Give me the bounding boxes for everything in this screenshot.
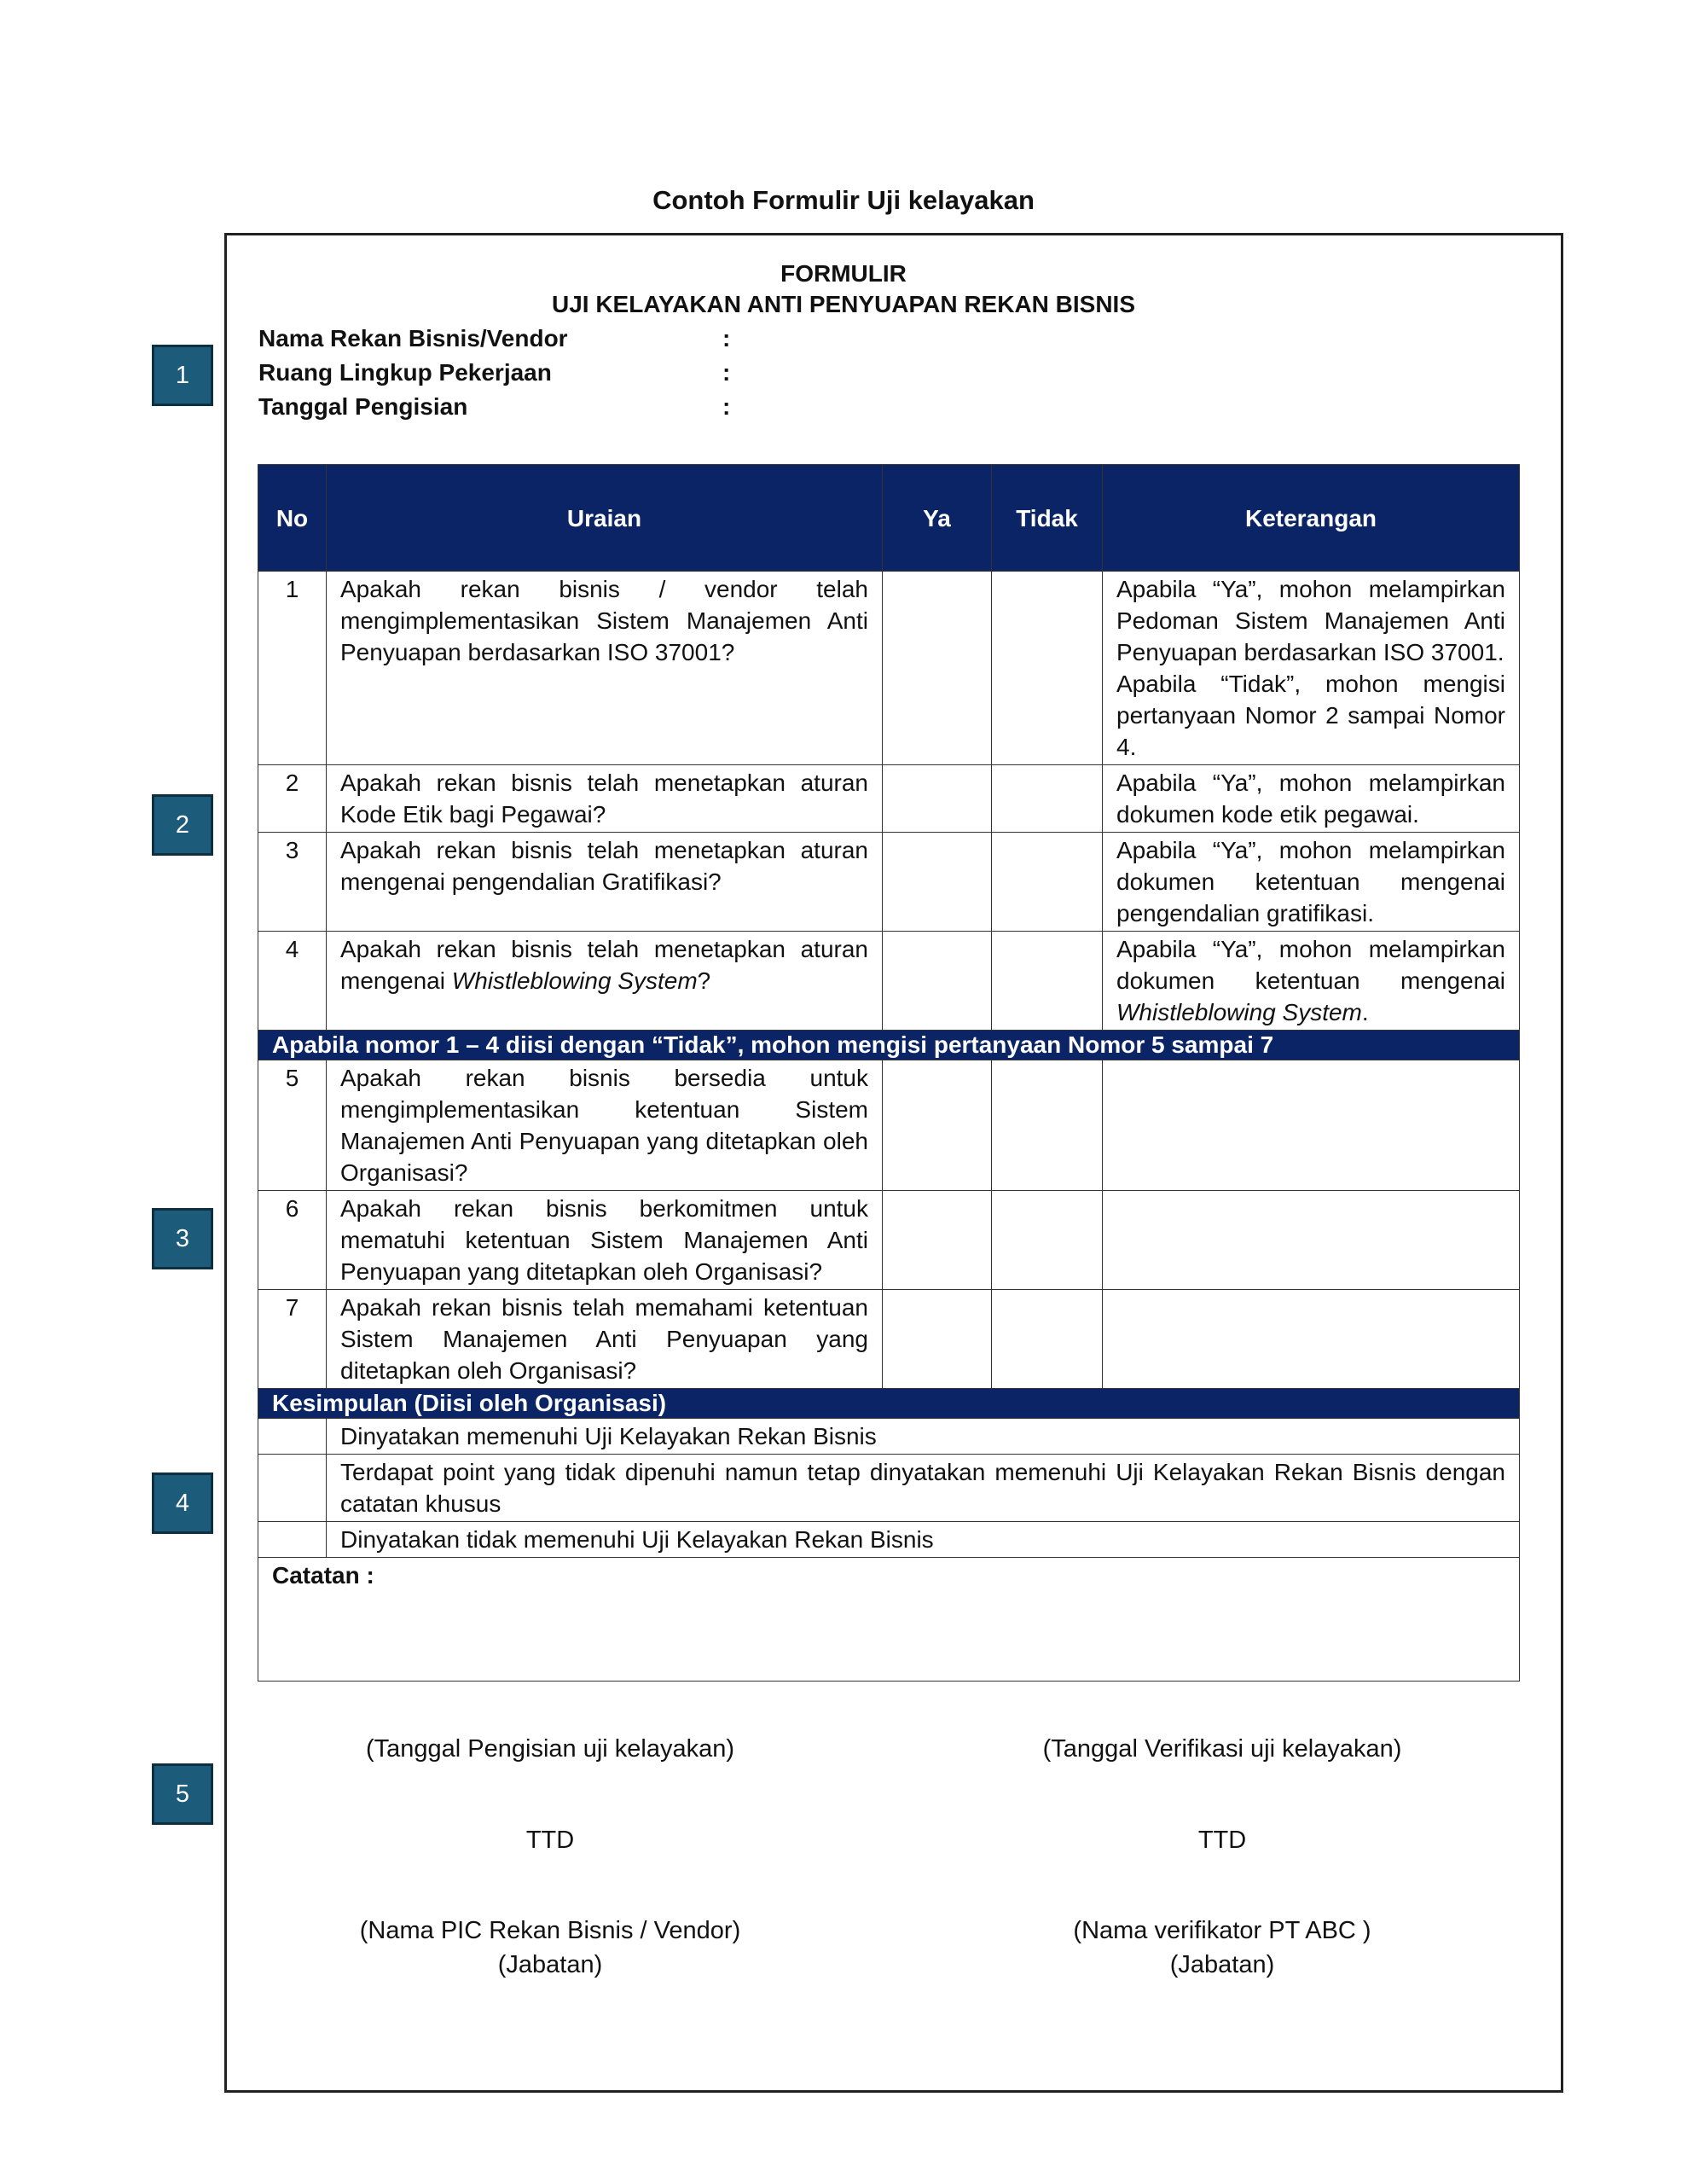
row-note <box>1103 932 1520 1031</box>
header-tidak: Tidak <box>992 465 1103 572</box>
row-number: 2 <box>258 765 327 833</box>
answer-tidak-cell[interactable] <box>992 833 1103 932</box>
right-role-placeholder: (Jabatan) <box>1169 1951 1275 1978</box>
section-band-text: Apabila nomor 1 – 4 diisi dengan “Tidak”, mohon mengisi pertanyaan Nomor 5 sampai 7 <box>258 1031 1520 1060</box>
conclusion-row <box>258 1522 1520 1558</box>
row-question-emphasis: Whistleblowing System <box>451 967 698 994</box>
conclusion-check-cell[interactable] <box>258 1419 327 1455</box>
form-subheading: UJI KELAYAKAN ANTI PENYUAPAN REKAN BISNIS <box>551 291 1136 317</box>
section-band-questions <box>258 1031 1520 1060</box>
left-signature: TTD <box>525 1827 575 1854</box>
row-note-emphasis: Whistleblowing System <box>1116 999 1362 1025</box>
answer-ya-cell[interactable] <box>883 765 992 833</box>
table-row <box>258 1290 1520 1389</box>
conclusion-option: Terdapat point yang tidak dipenuhi namun tetap dinyatakan memenuhi Uji Kelayakan Rekan Bisnis dengan catatan khusus <box>327 1455 1520 1522</box>
table-header-row <box>258 465 1520 572</box>
row-question: Apakah rekan bisnis bersedia untuk mengimplementasikan ketentuan Sistem Manajemen Anti Penyuapan yang ditetapkan oleh Organisasi? <box>327 1060 883 1191</box>
section-band-conclusion <box>258 1389 1520 1419</box>
answer-ya-cell[interactable] <box>883 833 992 932</box>
row-number: 6 <box>258 1191 327 1290</box>
row-question: Apakah rekan bisnis / vendor telah mengimplementasikan Sistem Manajemen Anti Penyuapan berdasarkan ISO 37001? <box>327 572 883 765</box>
row-note-ya: Apabila “Ya”, mohon melampirkan Pedoman Sistem Manajemen Anti Penyuapan berdasarkan ISO 37001. <box>1116 576 1505 665</box>
step-marker-3: 3 <box>152 1208 213 1269</box>
form-heading: FORMULIR <box>780 260 907 287</box>
row-question: Apakah rekan bisnis telah menetapkan aturan Kode Etik bagi Pegawai? <box>327 765 883 833</box>
field-vendor-name-label: Nama Rekan Bisnis/Vendor <box>258 325 568 351</box>
step-marker-2: 2 <box>152 794 213 856</box>
row-number: 7 <box>258 1290 327 1389</box>
section-band-text: Kesimpulan (Diisi oleh Organisasi) <box>258 1389 1520 1419</box>
answer-tidak-cell[interactable] <box>992 765 1103 833</box>
table-row <box>258 572 1520 765</box>
conclusion-option: Dinyatakan memenuhi Uji Kelayakan Rekan Bisnis <box>327 1419 1520 1455</box>
answer-tidak-cell[interactable] <box>992 1290 1103 1389</box>
row-note[interactable] <box>1103 1290 1520 1389</box>
header-keterangan: Keterangan <box>1103 465 1520 572</box>
row-number: 5 <box>258 1060 327 1191</box>
left-name-placeholder: (Nama PIC Rekan Bisnis / Vendor) <box>359 1917 741 1944</box>
step-marker-4: 4 <box>152 1472 213 1534</box>
row-question: Apakah rekan bisnis telah memahami ketentuan Sistem Manajemen Anti Penyuapan yang ditetapkan oleh Organisasi? <box>327 1290 883 1389</box>
header-ya: Ya <box>883 465 992 572</box>
left-role-placeholder: (Jabatan) <box>497 1951 603 1978</box>
notes-field[interactable]: Catatan : <box>258 1558 1520 1682</box>
conclusion-check-cell[interactable] <box>258 1455 327 1522</box>
row-note: Apabila “Ya”, mohon melampirkan dokumen kode etik pegawai. <box>1103 765 1520 833</box>
header-no: No <box>258 465 327 572</box>
row-note[interactable] <box>1103 1060 1520 1191</box>
table-row <box>258 765 1520 833</box>
row-number: 4 <box>258 932 327 1031</box>
right-signature: TTD <box>1197 1827 1247 1854</box>
row-question: Apakah rekan bisnis telah menetapkan aturan mengenai pengendalian Gratifikasi? <box>327 833 883 932</box>
right-name-placeholder: (Nama verifikator PT ABC ) <box>1073 1917 1371 1944</box>
row-question <box>327 932 883 1031</box>
header-uraian: Uraian <box>327 465 883 572</box>
row-note-end: . <box>1361 999 1369 1025</box>
row-question: Apakah rekan bisnis berkomitmen untuk mematuhi ketentuan Sistem Manajemen Anti Penyuapan yang ditetapkan oleh Organisasi? <box>327 1191 883 1290</box>
step-marker-1: 1 <box>152 345 213 406</box>
row-number: 1 <box>258 572 327 765</box>
row-note: Apabila “Ya”, mohon melampirkan dokumen ketentuan mengenai pengendalian gratifikasi. <box>1103 833 1520 932</box>
answer-ya-cell[interactable] <box>883 1060 992 1191</box>
table-row <box>258 932 1520 1031</box>
table-row <box>258 1060 1520 1191</box>
row-note <box>1103 572 1520 765</box>
page-title: Contoh Formulir Uji kelayakan <box>652 185 1035 215</box>
field-vendor-name-colon: : <box>722 325 731 351</box>
conclusion-option: Dinyatakan tidak memenuhi Uji Kelayakan Rekan Bisnis <box>327 1522 1520 1558</box>
row-number: 3 <box>258 833 327 932</box>
conclusion-row <box>258 1455 1520 1522</box>
step-marker-5: 5 <box>152 1763 213 1825</box>
answer-tidak-cell[interactable] <box>992 572 1103 765</box>
field-scope-colon: : <box>722 359 731 386</box>
field-date-colon: : <box>722 393 731 420</box>
table-row <box>258 833 1520 932</box>
row-note-text: Apabila “Ya”, mohon melampirkan dokumen ketentuan mengenai <box>1116 936 1505 994</box>
answer-ya-cell[interactable] <box>883 1290 992 1389</box>
notes-row <box>258 1558 1520 1682</box>
row-question-end: ? <box>697 967 711 994</box>
answer-ya-cell[interactable] <box>883 1191 992 1290</box>
answer-tidak-cell[interactable] <box>992 932 1103 1031</box>
assessment-table <box>258 464 1520 1682</box>
conclusion-check-cell[interactable] <box>258 1522 327 1558</box>
answer-ya-cell[interactable] <box>883 932 992 1031</box>
table-row <box>258 1191 1520 1290</box>
row-note[interactable] <box>1103 1191 1520 1290</box>
conclusion-row <box>258 1419 1520 1455</box>
left-date-placeholder: (Tanggal Pengisian uji kelayakan) <box>365 1735 735 1763</box>
field-scope-label: Ruang Lingkup Pekerjaan <box>258 359 552 386</box>
row-note-tidak: Apabila “Tidak”, mohon mengisi pertanyaan Nomor 2 sampai Nomor 4. <box>1116 671 1505 760</box>
answer-tidak-cell[interactable] <box>992 1060 1103 1191</box>
answer-tidak-cell[interactable] <box>992 1191 1103 1290</box>
answer-ya-cell[interactable] <box>883 572 992 765</box>
right-date-placeholder: (Tanggal Verifikasi uji kelayakan) <box>1042 1735 1402 1763</box>
row-question-text: Apakah rekan bisnis telah menetapkan aturan mengenai <box>340 936 868 994</box>
field-date-label: Tanggal Pengisian <box>258 393 468 420</box>
